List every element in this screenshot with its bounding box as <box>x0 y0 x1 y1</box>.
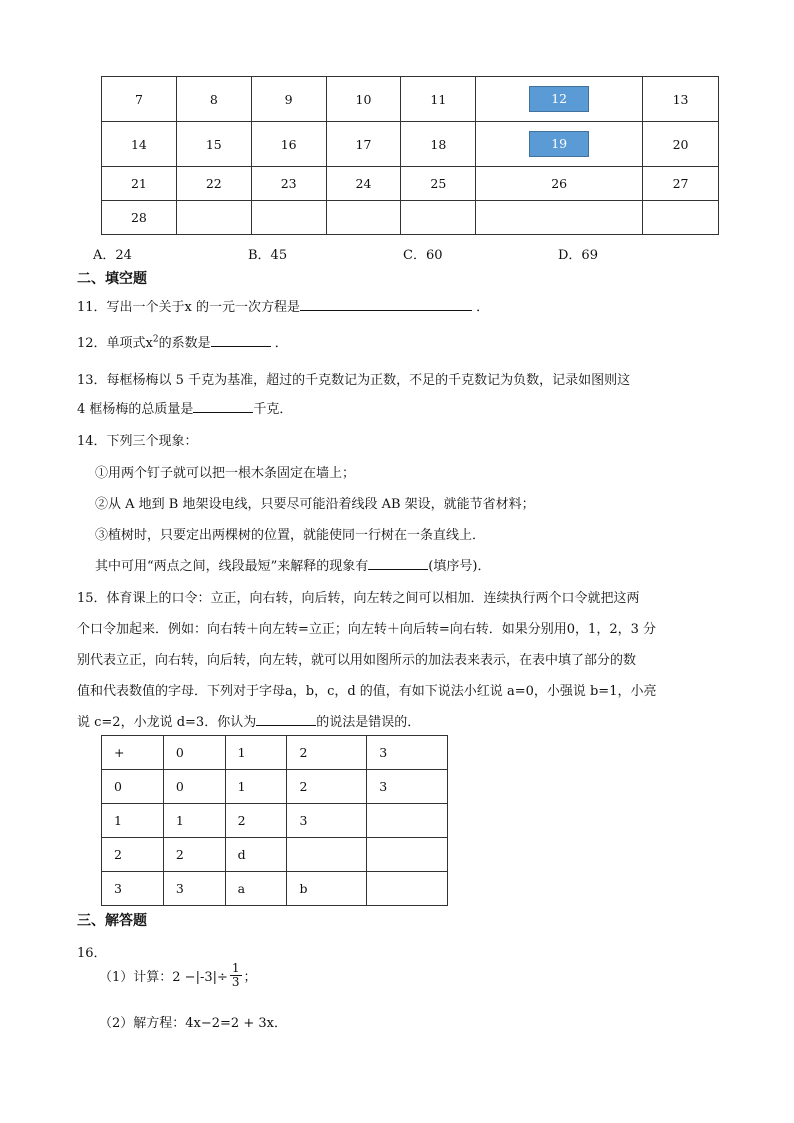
calendar-date: 7 <box>134 91 143 107</box>
calendar-cell <box>176 77 251 122</box>
option-c: C．60 <box>403 248 443 263</box>
option-a: A．24 <box>93 248 132 263</box>
addition-table <box>101 735 448 906</box>
addition-table-cell <box>367 872 448 906</box>
calendar-date: 16 <box>280 136 297 152</box>
section-title-fill-in: 二、填空题 <box>77 271 147 287</box>
q12-pre: 12．单项式x <box>77 336 153 351</box>
addition-table-cell <box>367 838 448 872</box>
addition-table-cell: 3 <box>163 872 225 906</box>
calendar-cell <box>251 77 326 122</box>
addition-table-cell: d <box>225 838 287 872</box>
calendar-row <box>102 167 719 201</box>
calendar-cell <box>176 201 251 235</box>
calendar-cell <box>326 122 401 167</box>
addition-table-cell: 3 <box>102 872 164 906</box>
q15-line-1: 15．体育课上的口令：立正，向右转，向后转，向左转之间可以相加．连续执行两个口令就把这两 <box>77 591 640 606</box>
calendar-cell <box>643 122 719 167</box>
addition-table-cell: a <box>225 872 287 906</box>
q14-item-3: ③植树时，只要定出两棵树的位置，就能使同一行树在一条直线上． <box>95 528 486 543</box>
addition-table-cell: 1 <box>225 736 287 770</box>
calendar-cell <box>102 167 177 201</box>
calendar-cell <box>102 201 177 235</box>
calendar-cell <box>643 167 719 201</box>
calendar-row <box>102 122 719 167</box>
q15-line-5 <box>77 711 420 730</box>
addition-table-row <box>102 770 448 804</box>
addition-table-row <box>102 872 448 906</box>
calendar-cell <box>476 201 643 235</box>
q12-sup: 2 <box>152 334 159 345</box>
calendar-cell <box>476 77 643 122</box>
question-12 <box>77 332 288 351</box>
highlighted-date-box: 12 <box>529 86 589 112</box>
q13-post: 千克． <box>253 402 293 417</box>
addition-table-cell: 1 <box>163 804 225 838</box>
q15-line-2: 个口令加起来．例如：向右转＋向左转=立正；向左转＋向后转=向右转．如果分别用0，1，2，3 分 <box>77 622 657 637</box>
addition-table-cell: 0 <box>102 770 164 804</box>
q11-blank[interactable] <box>300 310 472 311</box>
addition-table-cell: 0 <box>163 736 225 770</box>
q12-end: ． <box>274 336 288 351</box>
q15-last-post: 的说法是错误的． <box>316 715 421 730</box>
q14-question <box>95 555 490 574</box>
addition-table-cell: + <box>102 736 164 770</box>
addition-table-row <box>102 804 448 838</box>
calendar-cell <box>401 77 476 122</box>
q15-blank[interactable] <box>256 725 316 726</box>
calendar-cell <box>251 122 326 167</box>
calendar-date: 24 <box>355 176 372 191</box>
calendar-cell <box>401 122 476 167</box>
addition-table-cell: 0 <box>163 770 225 804</box>
addition-table-cell: 2 <box>287 736 367 770</box>
q14-question-pre: 其中可用“两点之间，线段最短”来解释的现象有 <box>95 559 369 574</box>
q13-pre: 4 框杨梅的总质量是 <box>77 402 194 417</box>
q16-part-2: （2）解方程：4x−2=2 + 3x． <box>99 1016 287 1031</box>
calendar-date: 22 <box>205 176 222 191</box>
option-d: D．69 <box>558 248 598 263</box>
calendar-cell <box>176 122 251 167</box>
addition-table-cell <box>287 838 367 872</box>
question-16-number: 16． <box>77 946 107 961</box>
q14-item-1: ①用两个钉子就可以把一根木条固定在墙上； <box>95 466 356 481</box>
calendar-cell <box>251 201 326 235</box>
calendar-cell <box>102 77 177 122</box>
fraction-denominator: 3 <box>231 975 240 989</box>
addition-table-cell: 3 <box>367 736 448 770</box>
calendar-date: 11 <box>430 91 447 107</box>
calendar-date: 8 <box>209 91 218 107</box>
addition-table-cell: 2 <box>225 804 287 838</box>
calendar-cell <box>643 77 719 122</box>
addition-table-cell: 3 <box>367 770 448 804</box>
fraction <box>230 962 242 989</box>
calendar-date: 21 <box>130 176 147 191</box>
calendar-table <box>101 76 719 235</box>
calendar-date: 26 <box>551 176 568 191</box>
calendar-date: 23 <box>280 176 297 191</box>
addition-table-cell <box>367 804 448 838</box>
question-11 <box>77 296 489 315</box>
calendar-cell <box>102 122 177 167</box>
calendar-date: 20 <box>672 136 689 152</box>
calendar-cell <box>176 167 251 201</box>
addition-table-cell: 2 <box>287 770 367 804</box>
q12-post: 的系数是 <box>158 336 211 351</box>
calendar-cell <box>643 201 719 235</box>
q12-blank[interactable] <box>211 346 271 347</box>
q15-last-pre: 说 c=2，小龙说 d=3．你认为 <box>77 715 257 730</box>
addition-table-row <box>102 736 448 770</box>
q15-line-4: 值和代表数值的字母．下列对于字母a，b，c，d 的值，有如下说法小红说 a=0，小强说 b=1，小亮 <box>77 684 657 699</box>
question-14-title: 14．下列三个现象： <box>77 434 198 449</box>
calendar-cell <box>326 201 401 235</box>
section-title-answer: 三、解答题 <box>77 913 147 929</box>
calendar-date: 27 <box>672 176 689 191</box>
fraction-numerator: 1 <box>231 961 240 975</box>
highlighted-date-box: 19 <box>529 131 589 157</box>
addition-table-row <box>102 838 448 872</box>
addition-table-cell: 3 <box>287 804 367 838</box>
q14-blank[interactable] <box>368 569 428 570</box>
q15-line-3: 别代表立正，向右转，向后转，向左转，就可以用如图所示的加法表来表示，在表中填了部分的数 <box>77 653 637 668</box>
calendar-date: 14 <box>130 136 147 152</box>
q11-end: ． <box>476 300 490 315</box>
q16-part1-pre: （1）计算：2 −|-3|÷ <box>99 970 228 985</box>
addition-table-cell: b <box>287 872 367 906</box>
calendar-cell <box>401 167 476 201</box>
question-13-line1: 13．每框杨梅以 5 千克为基准，超过的千克数记为正数，不足的千克数记为负数，记录如图则这 <box>77 373 631 388</box>
calendar-date: 10 <box>355 91 372 107</box>
addition-table-cell: 1 <box>225 770 287 804</box>
addition-table-cell: 2 <box>102 838 164 872</box>
q11-text: 11．写出一个关于x 的一元一次方程是 <box>77 300 301 315</box>
calendar-cell <box>251 167 326 201</box>
calendar-cell <box>401 201 476 235</box>
q14-question-post: (填序号)． <box>428 559 491 574</box>
calendar-cell <box>326 167 401 201</box>
calendar-date: 25 <box>430 176 447 191</box>
calendar-date: 9 <box>284 91 293 107</box>
option-b: B．45 <box>248 248 288 263</box>
calendar-cell <box>476 122 643 167</box>
question-13-line2 <box>77 398 292 417</box>
q16-part-1 <box>99 962 257 989</box>
q13-blank[interactable] <box>193 412 253 413</box>
addition-table-cell: 2 <box>163 838 225 872</box>
calendar-date: 17 <box>355 136 372 152</box>
calendar-row <box>102 201 719 235</box>
calendar-row <box>102 77 719 122</box>
calendar-date: 13 <box>672 91 689 107</box>
calendar-date: 28 <box>130 210 147 225</box>
calendar-cell <box>476 167 643 201</box>
calendar-date: 18 <box>430 136 447 152</box>
calendar-date: 15 <box>205 136 222 152</box>
addition-table-cell: 1 <box>102 804 164 838</box>
q14-item-2: ②从 A 地到 B 地架设电线，只要尽可能沿着线段 AB 架设，就能节省材料； <box>95 497 535 512</box>
q16-part1-post: ； <box>243 970 257 985</box>
calendar-cell <box>326 77 401 122</box>
